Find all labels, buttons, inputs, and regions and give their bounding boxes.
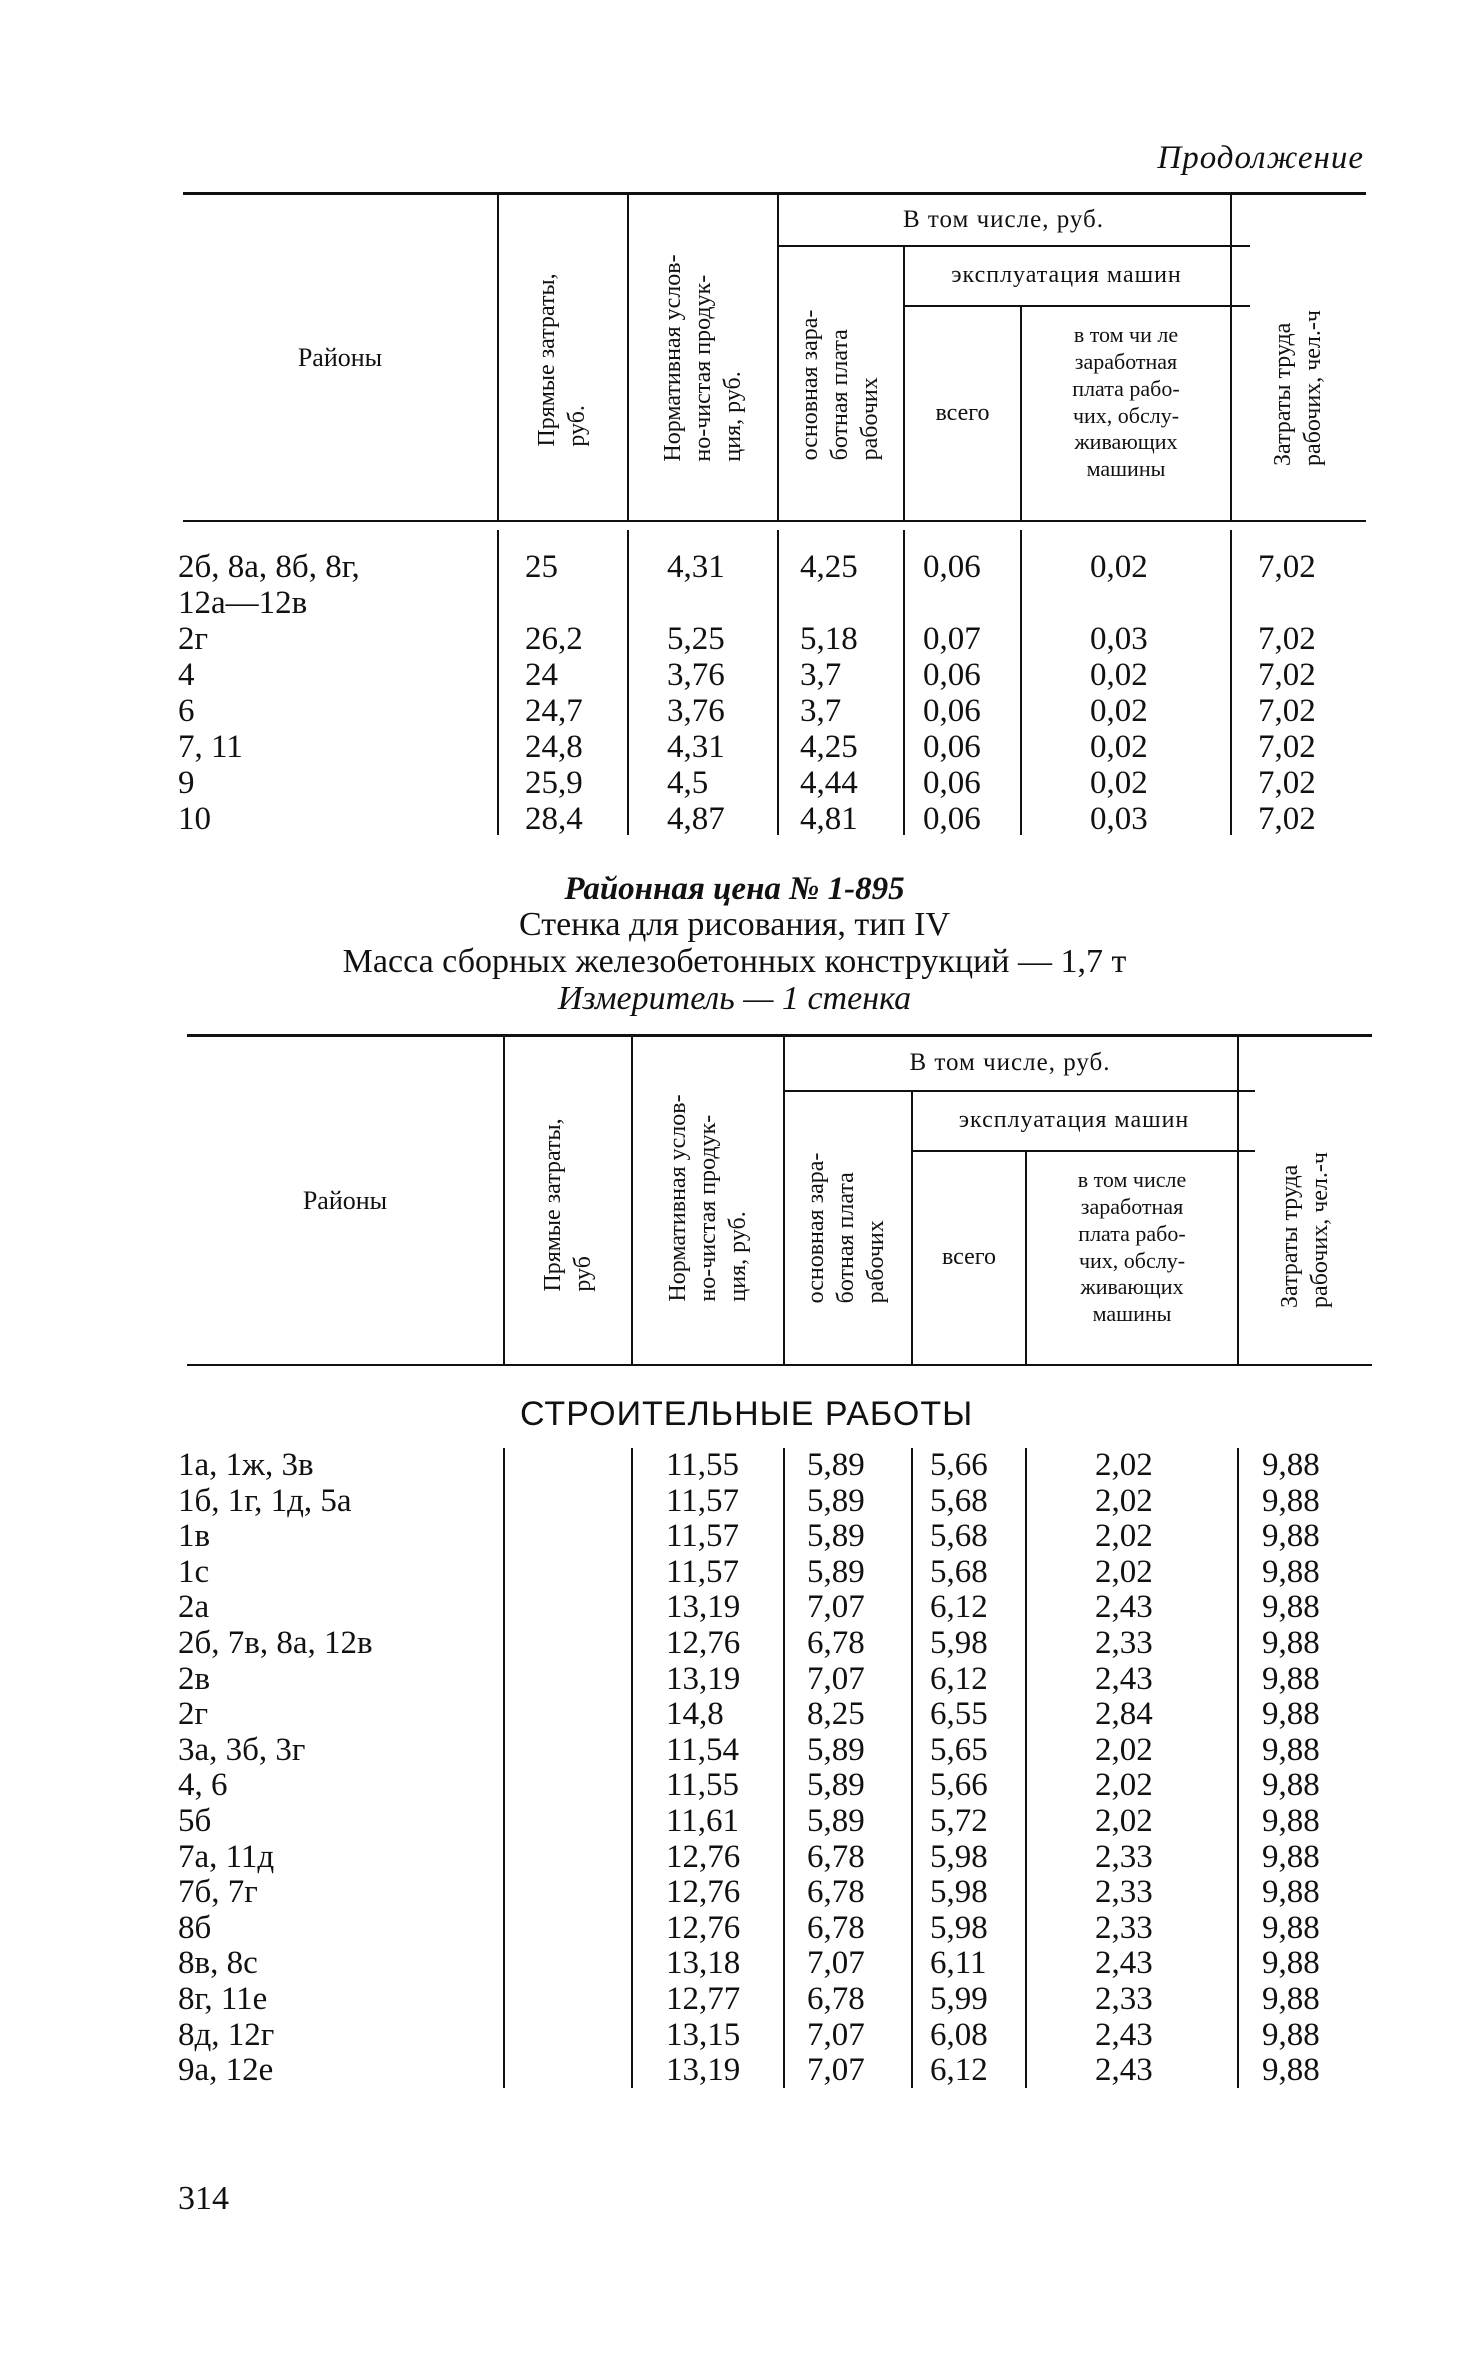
- table-cell: 8г, 11е: [178, 1981, 268, 2017]
- table-cell: 2,33: [1095, 1625, 1153, 1661]
- col-including-header: В том числе, руб.: [909, 1049, 1111, 1077]
- table-cell: 12,76: [666, 1625, 741, 1661]
- table-cell: 11,55: [666, 1767, 740, 1804]
- table-cell: 2,84: [1095, 1696, 1153, 1733]
- table-cell: 5,89: [807, 1447, 865, 1483]
- table-cell: 11,55: [666, 1447, 740, 1483]
- table-cell: 13,18: [666, 1945, 741, 1982]
- table-cell: 12,76: [666, 1874, 741, 1911]
- col-incl-wage-header: в том числе заработная плата рабо- чих, обслу- живающих машины: [1077, 1167, 1187, 1327]
- table-cell: 1а, 1ж, 3в: [178, 1447, 314, 1483]
- table-cell: 2в: [178, 1660, 211, 1697]
- table-cell: 5,98: [930, 1874, 988, 1911]
- table-cell: 5,98: [930, 1909, 988, 1946]
- price-measure: Измеритель — 1 стенка: [557, 980, 912, 1017]
- table-cell: 9,88: [1262, 2016, 1320, 2053]
- table-cell: 8,25: [807, 1696, 865, 1733]
- table-cell: 9,88: [1262, 1731, 1320, 1768]
- price-mass: Масса сборных железобетонных конструкций — 1,7 т: [342, 943, 1127, 980]
- table-cell: 7б, 7г: [178, 1874, 258, 1911]
- table-1-header-rule: [183, 520, 1366, 522]
- table-cell: 6,12: [930, 2052, 988, 2089]
- table-cell: 2г: [178, 1696, 209, 1733]
- table-cell: 3а, 3б, 3г: [178, 1731, 306, 1768]
- price-title: Районная цена № 1-895: [564, 871, 905, 907]
- col-total-header: всего: [941, 1244, 997, 1271]
- table-cell: 2,43: [1095, 1660, 1153, 1697]
- table-cell: 11,61: [666, 1803, 740, 1839]
- page-number: 314: [178, 2180, 229, 2217]
- table-cell: 5б: [178, 1803, 212, 1839]
- table-cell: 5,72: [930, 1803, 988, 1839]
- col-regions-header: Районы: [302, 1185, 388, 1215]
- table-cell: 2,33: [1095, 1909, 1153, 1946]
- table-cell: 4, 6: [178, 1767, 228, 1804]
- table-cell: 5,99: [930, 1981, 988, 2017]
- table-cell: 13,19: [666, 2052, 741, 2089]
- table-cell: 6,78: [807, 1625, 865, 1661]
- table-cell: 12,77: [666, 1981, 741, 2017]
- table-cell: 9,88: [1262, 1838, 1320, 1875]
- table-cell: 2,02: [1095, 1731, 1153, 1768]
- col-regions-header: Районы: [297, 342, 383, 372]
- table-cell: 7,07: [807, 2016, 865, 2053]
- table-cell: 5,66: [930, 1767, 988, 1804]
- table-cell: 2,43: [1095, 2052, 1153, 2089]
- table-cell: 7,07: [807, 1945, 865, 1982]
- table-cell: 5,89: [807, 1553, 865, 1590]
- table-cell: 6,78: [807, 1981, 865, 2017]
- table-cell: 8д, 12г: [178, 2016, 275, 2053]
- table-cell: 2а: [178, 1589, 210, 1626]
- table-cell: 5,65: [930, 1731, 988, 1768]
- table-cell: 6,12: [930, 1660, 988, 1697]
- table-cell: 6,11: [930, 1945, 987, 1982]
- table-cell: 6,78: [807, 1838, 865, 1875]
- table-cell: 5,89: [807, 1482, 865, 1519]
- table-cell: 5,98: [930, 1838, 988, 1875]
- table-cell: 2,43: [1095, 1589, 1153, 1626]
- table-cell: 5,89: [807, 1731, 865, 1768]
- table-cell: 2,33: [1095, 1981, 1153, 2017]
- table-cell: 2,43: [1095, 1945, 1153, 1982]
- table-cell: 2,02: [1095, 1803, 1153, 1839]
- table-cell: 6,55: [930, 1696, 988, 1733]
- col-including-header: В том числе, руб.: [902, 205, 1105, 233]
- table-cell: 2,02: [1095, 1447, 1153, 1483]
- table-cell: 2,02: [1095, 1518, 1153, 1555]
- table-cell: 1б, 1г, 1д, 5а: [178, 1482, 352, 1519]
- price-subtitle: Стенка для рисования, тип IV: [518, 906, 950, 943]
- table-cell: 13,15: [666, 2016, 741, 2053]
- col-total-header: всего: [935, 399, 990, 426]
- table-cell: 9,88: [1262, 1589, 1320, 1626]
- table-cell: 2,02: [1095, 1482, 1153, 1519]
- table-cell: 7,07: [807, 1660, 865, 1697]
- table-cell: 9,88: [1262, 1696, 1320, 1733]
- table-cell: 2б, 7в, 8а, 12в: [178, 1625, 373, 1661]
- table-cell: 9,88: [1262, 1660, 1320, 1697]
- table-cell: 6,12: [930, 1589, 988, 1626]
- table-cell: 5,66: [930, 1447, 988, 1483]
- table-cell: 5,68: [930, 1482, 988, 1519]
- table-cell: 9,88: [1262, 1482, 1320, 1519]
- table-cell: 9,88: [1262, 1909, 1320, 1946]
- table-cell: 9,88: [1262, 1803, 1320, 1839]
- table-cell: 9,88: [1262, 1447, 1320, 1483]
- table-cell: 9,88: [1262, 2052, 1320, 2089]
- table-cell: 5,89: [807, 1518, 865, 1555]
- table-cell: 7,07: [807, 2052, 865, 2089]
- col-machines-header: эксплуатация машин: [958, 1107, 1190, 1134]
- continuation-label: Продолжение: [1157, 140, 1364, 176]
- table-cell: 7а, 11д: [178, 1838, 275, 1875]
- col-machines-header: эксплуатация машин: [951, 262, 1182, 289]
- table-cell: 9,88: [1262, 1518, 1320, 1555]
- table-cell: 9,88: [1262, 1981, 1320, 2017]
- table-cell: 5,68: [930, 1553, 988, 1590]
- table-cell: 13,19: [666, 1660, 741, 1697]
- table-cell: 12,76: [666, 1909, 741, 1946]
- table-cell: 12,76: [666, 1838, 741, 1875]
- table-cell: 11,54: [666, 1731, 740, 1768]
- table-cell: 6,08: [930, 2016, 988, 2053]
- table-cell: 8в, 8с: [178, 1945, 258, 1982]
- table-cell: 9,88: [1262, 1874, 1320, 1911]
- table-cell: 8б: [178, 1909, 212, 1946]
- table-cell: 2,43: [1095, 2016, 1153, 2053]
- table-cell: 9а, 12е: [178, 2052, 274, 2089]
- table-cell: 7,07: [807, 1589, 865, 1626]
- table-cell: 1в: [178, 1518, 211, 1555]
- table-cell: 2,33: [1095, 1838, 1153, 1875]
- table-cell: 6,78: [807, 1874, 865, 1911]
- table-cell: 5,89: [807, 1767, 865, 1804]
- table-cell: 9,88: [1262, 1767, 1320, 1804]
- table-cell: 14,8: [666, 1696, 724, 1733]
- table-cell: 2,33: [1095, 1874, 1153, 1911]
- table-cell: 11,57: [666, 1553, 740, 1590]
- table-cell: 9,88: [1262, 1625, 1320, 1661]
- table-cell: 2,02: [1095, 1767, 1153, 1804]
- table-cell: 1с: [178, 1553, 210, 1590]
- table-cell: 5,98: [930, 1625, 988, 1661]
- table-cell: 9,88: [1262, 1945, 1320, 1982]
- table-cell: 5,68: [930, 1518, 988, 1555]
- table-2-header-rule: [187, 1364, 1372, 1366]
- table-cell: 6,78: [807, 1909, 865, 1946]
- table-cell: 13,19: [666, 1589, 741, 1626]
- table-cell: 11,57: [666, 1518, 740, 1555]
- col-incl-wage-header: в том чи ле заработная плата рабо- чих, обслу- живающих машины: [1072, 322, 1180, 482]
- table-cell: 2,02: [1095, 1553, 1153, 1590]
- section-heading: СТРОИТЕЛЬНЫЕ РАБОТЫ: [520, 1395, 974, 1433]
- table-cell: 11,57: [666, 1482, 740, 1519]
- table-cell: 9,88: [1262, 1553, 1320, 1590]
- table-cell: 5,89: [807, 1803, 865, 1839]
